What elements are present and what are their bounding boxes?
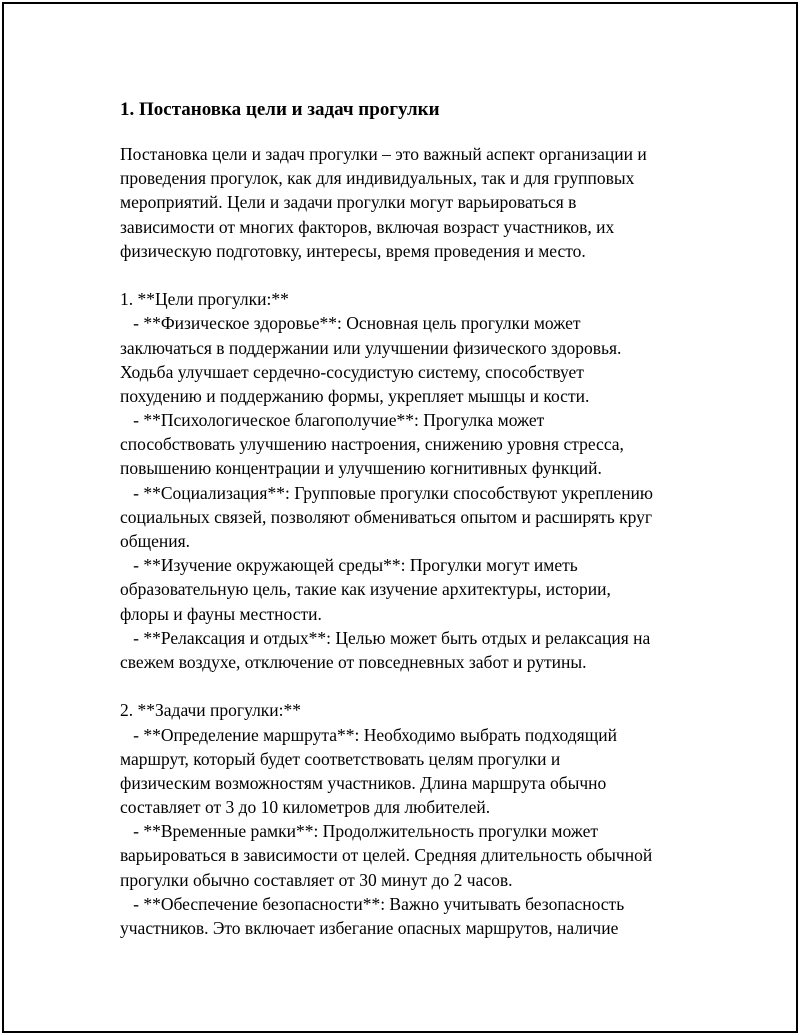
text-line: проведения прогулок, как для индивидуальных, так и для групповых bbox=[120, 168, 635, 189]
document-page bbox=[2, 2, 798, 1033]
text-line: социальных связей, позволяют обмениваться опытом и расширять круг bbox=[120, 506, 653, 527]
goals-section bbox=[120, 287, 700, 674]
text-line: составляет от 3 до 10 километров для любителей. bbox=[120, 797, 491, 818]
section-heading-tasks: 2. **Задачи прогулки:** bbox=[120, 700, 302, 721]
text-line: - **Временные рамки**: Продолжительность прогулки может bbox=[120, 821, 599, 842]
text-line: - **Определение маршрута**: Необходимо выбрать подходящий bbox=[120, 724, 617, 745]
text-line: Постановка цели и задач прогулки – это важный аспект организации и bbox=[120, 144, 647, 164]
text-line: зависимости от многих факторов, включая возраст участников, их bbox=[120, 216, 615, 237]
text-line: заключаться в поддержании или улучшении физического здоровья. bbox=[120, 337, 622, 358]
intro-paragraph bbox=[120, 142, 700, 263]
text-line: - **Обеспечение безопасности**: Важно учитывать безопасность bbox=[120, 893, 625, 914]
paragraph-spacer bbox=[120, 674, 700, 698]
text-line: флоры и фауны местности. bbox=[120, 603, 322, 624]
text-line: - **Релаксация и отдых**: Целью может быть отдых и релаксация на bbox=[120, 627, 651, 648]
text-line: - **Изучение окружающей среды**: Прогулки могут иметь bbox=[120, 555, 578, 576]
text-line: похудению и поддержанию формы, укрепляет мышцы и кости. bbox=[120, 385, 590, 406]
paragraph-spacer bbox=[120, 263, 700, 287]
text-line: варьироваться в зависимости от целей. Средняя длительность обычной bbox=[120, 845, 653, 866]
section-heading-goals: 1. **Цели прогулки:** bbox=[120, 289, 289, 310]
text-line: образовательную цель, такие как изучение архитектуры, истории, bbox=[120, 579, 611, 600]
text-line: - **Социализация**: Групповые прогулки способствуют укреплению bbox=[120, 482, 653, 503]
text-line: маршрут, который будет соответствовать целям прогулки и bbox=[120, 748, 561, 769]
text-line: - **Психологическое благополучие**: Прогулка может bbox=[120, 410, 545, 431]
text-line: физическую подготовку, интересы, время проведения и место. bbox=[120, 240, 586, 261]
document-body bbox=[120, 98, 700, 940]
text-line: повышению концентрации и улучшению когнитивных функций. bbox=[120, 458, 602, 479]
text-line: мероприятий. Цели и задачи прогулки могут варьироваться в bbox=[120, 192, 577, 213]
text-line: Ходьба улучшает сердечно-сосудистую систему, способствует bbox=[120, 361, 584, 382]
text-line: свежем воздухе, отключение от повседневных забот и рутины. bbox=[120, 651, 587, 672]
text-line: способствовать улучшению настроения, снижению уровня стресса, bbox=[120, 434, 624, 455]
text-line: общения. bbox=[120, 531, 191, 551]
text-line: - **Физическое здоровье**: Основная цель прогулки может bbox=[120, 313, 581, 334]
text-line: физическим возможностям участников. Длина маршрута обычно bbox=[120, 772, 607, 793]
tasks-section bbox=[120, 698, 700, 940]
text-line: участников. Это включает избегание опасных маршрутов, наличие bbox=[120, 918, 619, 938]
text-line: прогулки обычно составляет от 30 минут до 2 часов. bbox=[120, 869, 513, 890]
document-title: 1. Постановка цели и задач прогулки bbox=[120, 99, 440, 120]
